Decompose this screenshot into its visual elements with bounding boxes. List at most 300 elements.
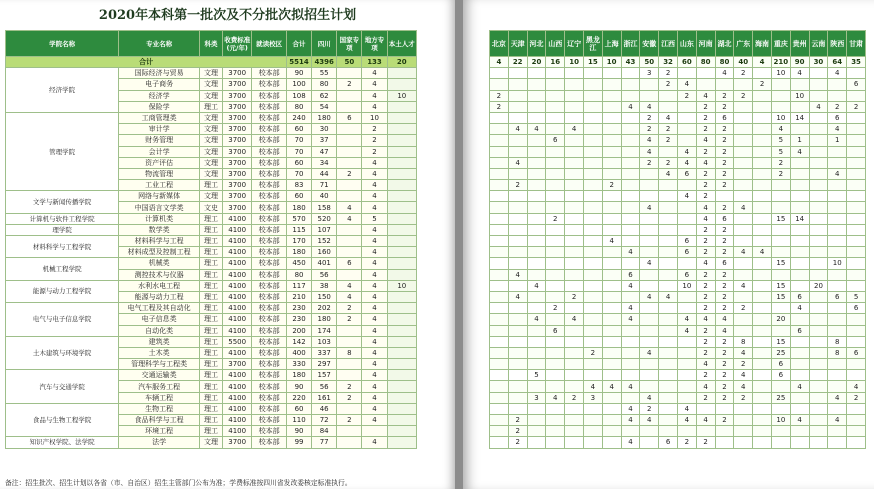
province-value	[847, 224, 866, 235]
province-value	[696, 426, 715, 437]
province-value: 5	[771, 146, 790, 157]
national-special-cell: 2	[337, 79, 362, 90]
campus-cell: 校本部	[252, 415, 287, 426]
province-value	[621, 224, 640, 235]
province-value: 2	[659, 135, 678, 146]
province-value: 2	[490, 90, 509, 101]
province-header: 上海	[602, 31, 621, 57]
national-special-cell: 4	[337, 202, 362, 213]
province-value	[602, 336, 621, 347]
province-value	[753, 135, 772, 146]
province-value: 1	[790, 135, 809, 146]
province-value	[508, 213, 527, 224]
total-cell: 200	[286, 325, 311, 336]
local-talent-cell	[387, 191, 416, 202]
province-value: 6	[771, 370, 790, 381]
fee-cell: 3700	[223, 168, 252, 179]
province-value	[809, 157, 828, 168]
local-talent-cell	[387, 325, 416, 336]
province-value	[565, 101, 584, 112]
province-value	[565, 79, 584, 90]
province-value	[753, 325, 772, 336]
province-value: 2	[847, 101, 866, 112]
province-value	[565, 213, 584, 224]
province-value	[583, 90, 602, 101]
province-value	[677, 426, 696, 437]
category-cell: 理工	[199, 347, 222, 358]
total-cell: 117	[286, 280, 311, 291]
province-value	[565, 168, 584, 179]
national-special-cell	[337, 269, 362, 280]
province-value: 4	[621, 303, 640, 314]
province-value	[640, 359, 659, 370]
national-special-cell: 6	[337, 258, 362, 269]
province-value	[734, 415, 753, 426]
province-value	[753, 280, 772, 291]
province-value	[753, 112, 772, 123]
province-value	[527, 180, 546, 191]
campus-cell: 校本部	[252, 269, 287, 280]
college-name: 食品与生物工程学院	[6, 403, 119, 437]
province-value: 15	[771, 336, 790, 347]
table-row	[490, 213, 866, 224]
province-value	[546, 381, 565, 392]
province-value	[771, 101, 790, 112]
province-value	[734, 437, 753, 448]
major-name: 土木类	[119, 347, 200, 358]
major-name: 机械类	[119, 258, 200, 269]
province-value	[790, 258, 809, 269]
province-value	[771, 381, 790, 392]
table-row	[6, 280, 417, 291]
province-value	[753, 303, 772, 314]
total-cell: 115	[286, 224, 311, 235]
province-value	[490, 392, 509, 403]
category-cell: 理工	[199, 325, 222, 336]
province-value	[527, 403, 546, 414]
province-value	[583, 236, 602, 247]
sichuan-cell: 84	[312, 426, 337, 437]
table-row	[490, 191, 866, 202]
province-value	[640, 325, 659, 336]
table-row	[6, 68, 417, 79]
sichuan-cell: 71	[312, 180, 337, 191]
province-value	[490, 280, 509, 291]
local-talent-cell: 10	[387, 280, 416, 291]
fee-cell: 4100	[223, 303, 252, 314]
province-value	[621, 370, 640, 381]
table-row	[490, 269, 866, 280]
province-value	[847, 359, 866, 370]
local-special-cell: 4	[362, 303, 387, 314]
province-value: 20	[809, 280, 828, 291]
province-value	[753, 381, 772, 392]
major-name: 食品科学与工程	[119, 415, 200, 426]
province-value	[546, 291, 565, 302]
province-value	[790, 224, 809, 235]
category-cell: 文理	[199, 90, 222, 101]
local-talent-cell: 10	[387, 90, 416, 101]
local-talent-cell	[387, 79, 416, 90]
province-value: 2	[696, 347, 715, 358]
major-name: 工业工程	[119, 180, 200, 191]
province-value	[734, 291, 753, 302]
province-value	[546, 157, 565, 168]
national-special-cell	[337, 437, 362, 448]
total-label: 合计	[6, 57, 287, 68]
category-cell: 理工	[199, 258, 222, 269]
province-value: 2	[715, 347, 734, 358]
province-value	[565, 112, 584, 123]
campus-cell: 校本部	[252, 168, 287, 179]
province-value	[640, 168, 659, 179]
table-row	[6, 112, 417, 123]
national-special-cell: 2	[337, 314, 362, 325]
province-value: 2	[696, 180, 715, 191]
province-value	[527, 112, 546, 123]
major-name: 测控技术与仪器	[119, 269, 200, 280]
province-value: 2	[565, 392, 584, 403]
province-value: 6	[715, 112, 734, 123]
table-row	[490, 157, 866, 168]
province-value	[715, 426, 734, 437]
province-value: 2	[715, 101, 734, 112]
sichuan-cell: 180	[312, 314, 337, 325]
province-value	[753, 269, 772, 280]
college-name: 管理学院	[6, 112, 119, 190]
province-value: 2	[715, 236, 734, 247]
table-row	[6, 236, 417, 247]
local-talent-cell	[387, 392, 416, 403]
province-value	[809, 426, 828, 437]
province-value	[677, 213, 696, 224]
province-value	[809, 269, 828, 280]
province-value: 2	[734, 392, 753, 403]
province-value	[490, 146, 509, 157]
province-value: 4	[546, 392, 565, 403]
province-value	[602, 146, 621, 157]
province-value	[847, 202, 866, 213]
local-special-cell: 4	[362, 403, 387, 414]
province-value	[621, 202, 640, 213]
province-value	[753, 403, 772, 414]
province-value: 2	[715, 146, 734, 157]
province-value: 2	[715, 124, 734, 135]
province-value: 2	[696, 269, 715, 280]
province-value	[490, 236, 509, 247]
province-value	[828, 314, 847, 325]
province-value	[659, 426, 678, 437]
sichuan-cell: 103	[312, 336, 337, 347]
province-value	[640, 381, 659, 392]
province-value	[602, 224, 621, 235]
local-special-cell: 4	[362, 336, 387, 347]
college-name: 材料科学与工程学院	[6, 236, 119, 258]
province-value	[583, 224, 602, 235]
province-value: 4	[734, 247, 753, 258]
campus-cell: 校本部	[252, 325, 287, 336]
sichuan-cell: 337	[312, 347, 337, 358]
category-cell: 文理	[199, 112, 222, 123]
province-value	[847, 236, 866, 247]
local-talent-cell	[387, 359, 416, 370]
province-value: 2	[696, 336, 715, 347]
category-cell: 理工	[199, 224, 222, 235]
province-value	[508, 392, 527, 403]
province-value	[527, 68, 546, 79]
total-cell: 142	[286, 336, 311, 347]
province-value	[565, 370, 584, 381]
province-value	[809, 213, 828, 224]
local-talent-cell	[387, 236, 416, 247]
local-special-cell: 2	[362, 124, 387, 135]
province-value	[640, 370, 659, 381]
province-value	[659, 314, 678, 325]
local-special-cell: 4	[362, 392, 387, 403]
table-row	[490, 325, 866, 336]
province-value	[508, 68, 527, 79]
province-value	[621, 359, 640, 370]
province-value	[847, 90, 866, 101]
province-header-row	[490, 31, 866, 57]
province-value	[753, 437, 772, 448]
province-value	[828, 191, 847, 202]
province-value	[640, 437, 659, 448]
province-value	[565, 180, 584, 191]
fee-cell: 3700	[223, 146, 252, 157]
province-value: 2	[696, 112, 715, 123]
major-name: 财务管理	[119, 135, 200, 146]
province-value	[583, 68, 602, 79]
province-value	[809, 392, 828, 403]
province-value	[677, 347, 696, 358]
province-value	[790, 79, 809, 90]
local-special-cell: 4	[362, 224, 387, 235]
national-special-cell	[337, 180, 362, 191]
sichuan-cell: 152	[312, 236, 337, 247]
province-value	[715, 403, 734, 414]
province-value	[659, 359, 678, 370]
province-value: 4	[790, 146, 809, 157]
total-value: 4396	[312, 57, 337, 68]
major-name: 环境工程	[119, 426, 200, 437]
province-value	[527, 247, 546, 258]
table-row	[490, 370, 866, 381]
province-value	[508, 101, 527, 112]
province-value: 4	[734, 347, 753, 358]
province-value	[602, 392, 621, 403]
province-value	[809, 303, 828, 314]
fee-cell: 4100	[223, 291, 252, 302]
province-value	[790, 191, 809, 202]
province-value: 2	[715, 303, 734, 314]
total-cell: 170	[286, 236, 311, 247]
province-value	[753, 336, 772, 347]
total-cell: 90	[286, 68, 311, 79]
province-value	[659, 392, 678, 403]
province-value	[659, 381, 678, 392]
table-row	[6, 224, 417, 235]
fee-cell: 4100	[223, 403, 252, 414]
province-value	[809, 247, 828, 258]
province-value	[847, 325, 866, 336]
province-value	[828, 303, 847, 314]
province-value	[602, 370, 621, 381]
province-value: 4	[640, 347, 659, 358]
province-value	[753, 359, 772, 370]
local-special-cell: 4	[362, 157, 387, 168]
province-value: 2	[715, 168, 734, 179]
province-value	[527, 236, 546, 247]
local-special-cell: 4	[362, 325, 387, 336]
fee-cell: 4100	[223, 347, 252, 358]
table-row	[490, 392, 866, 403]
national-special-cell	[337, 325, 362, 336]
province-value	[659, 236, 678, 247]
total-value: 133	[362, 57, 387, 68]
category-cell: 理工	[199, 247, 222, 258]
province-value	[546, 347, 565, 358]
province-value	[546, 426, 565, 437]
province-value	[847, 415, 866, 426]
province-value: 15	[771, 258, 790, 269]
province-value: 14	[790, 213, 809, 224]
province-value	[640, 303, 659, 314]
total-cell: 60	[286, 191, 311, 202]
total-cell: 570	[286, 213, 311, 224]
table-row	[490, 415, 866, 426]
column-header: 收费标准(元/年)	[223, 31, 252, 57]
province-value	[753, 124, 772, 135]
province-value: 4	[602, 381, 621, 392]
table-row	[490, 247, 866, 258]
province-value	[828, 213, 847, 224]
province-value: 4	[565, 314, 584, 325]
province-value	[809, 359, 828, 370]
province-value	[583, 370, 602, 381]
total-cell: 108	[286, 90, 311, 101]
province-value: 5	[771, 135, 790, 146]
province-value	[847, 314, 866, 325]
province-value	[659, 180, 678, 191]
table-row	[490, 224, 866, 235]
province-value	[734, 258, 753, 269]
column-header: 学院名称	[6, 31, 119, 57]
province-value: 14	[790, 112, 809, 123]
province-value: 4	[508, 157, 527, 168]
province-value	[602, 269, 621, 280]
province-value	[753, 426, 772, 437]
total-cell: 180	[286, 202, 311, 213]
province-value: 2	[696, 325, 715, 336]
province-value: 4	[696, 415, 715, 426]
province-value	[527, 202, 546, 213]
province-value	[790, 359, 809, 370]
province-value	[847, 269, 866, 280]
province-value	[490, 347, 509, 358]
province-value	[508, 359, 527, 370]
province-value	[508, 381, 527, 392]
province-value	[771, 269, 790, 280]
province-value	[809, 202, 828, 213]
local-special-cell: 5	[362, 213, 387, 224]
province-value: 2	[715, 180, 734, 191]
province-value	[508, 247, 527, 258]
province-value	[809, 124, 828, 135]
province-value	[508, 146, 527, 157]
province-value	[753, 291, 772, 302]
province-value: 8	[734, 336, 753, 347]
province-header: 云南	[809, 31, 828, 57]
campus-cell: 校本部	[252, 68, 287, 79]
province-value	[565, 157, 584, 168]
total-value: 43	[621, 57, 640, 68]
province-value: 6	[828, 291, 847, 302]
province-value	[583, 79, 602, 90]
province-value: 2	[696, 247, 715, 258]
local-special-cell: 4	[362, 90, 387, 101]
province-value: 4	[790, 68, 809, 79]
province-value	[659, 269, 678, 280]
sichuan-cell: 44	[312, 168, 337, 179]
sichuan-cell: 161	[312, 392, 337, 403]
province-value	[847, 426, 866, 437]
national-special-cell	[337, 247, 362, 258]
province-value: 15	[771, 280, 790, 291]
table-row	[490, 146, 866, 157]
province-value	[847, 157, 866, 168]
province-value	[734, 314, 753, 325]
province-value	[734, 236, 753, 247]
province-value	[828, 146, 847, 157]
province-value	[771, 303, 790, 314]
campus-cell: 校本部	[252, 191, 287, 202]
fee-cell: 4100	[223, 269, 252, 280]
province-value	[602, 359, 621, 370]
province-value	[771, 426, 790, 437]
sichuan-cell: 62	[312, 90, 337, 101]
province-value	[527, 336, 546, 347]
province-value	[659, 370, 678, 381]
province-value: 6	[847, 303, 866, 314]
province-value: 4	[715, 325, 734, 336]
province-value	[527, 415, 546, 426]
table-row	[6, 370, 417, 381]
province-value	[565, 347, 584, 358]
province-value	[847, 370, 866, 381]
province-value: 4	[508, 269, 527, 280]
province-value	[734, 213, 753, 224]
province-value	[847, 437, 866, 448]
total-value: 80	[715, 57, 734, 68]
province-header: 山西	[546, 31, 565, 57]
province-value	[640, 280, 659, 291]
province-value	[508, 202, 527, 213]
province-value	[621, 68, 640, 79]
fee-cell: 3700	[223, 68, 252, 79]
total-cell: 220	[286, 392, 311, 403]
table-row	[490, 202, 866, 213]
province-value	[790, 157, 809, 168]
province-value: 10	[771, 112, 790, 123]
province-value: 2	[602, 180, 621, 191]
province-value: 4	[508, 124, 527, 135]
local-special-cell: 4	[362, 101, 387, 112]
province-value: 4	[696, 258, 715, 269]
province-value	[790, 269, 809, 280]
local-talent-cell	[387, 291, 416, 302]
province-value	[602, 303, 621, 314]
